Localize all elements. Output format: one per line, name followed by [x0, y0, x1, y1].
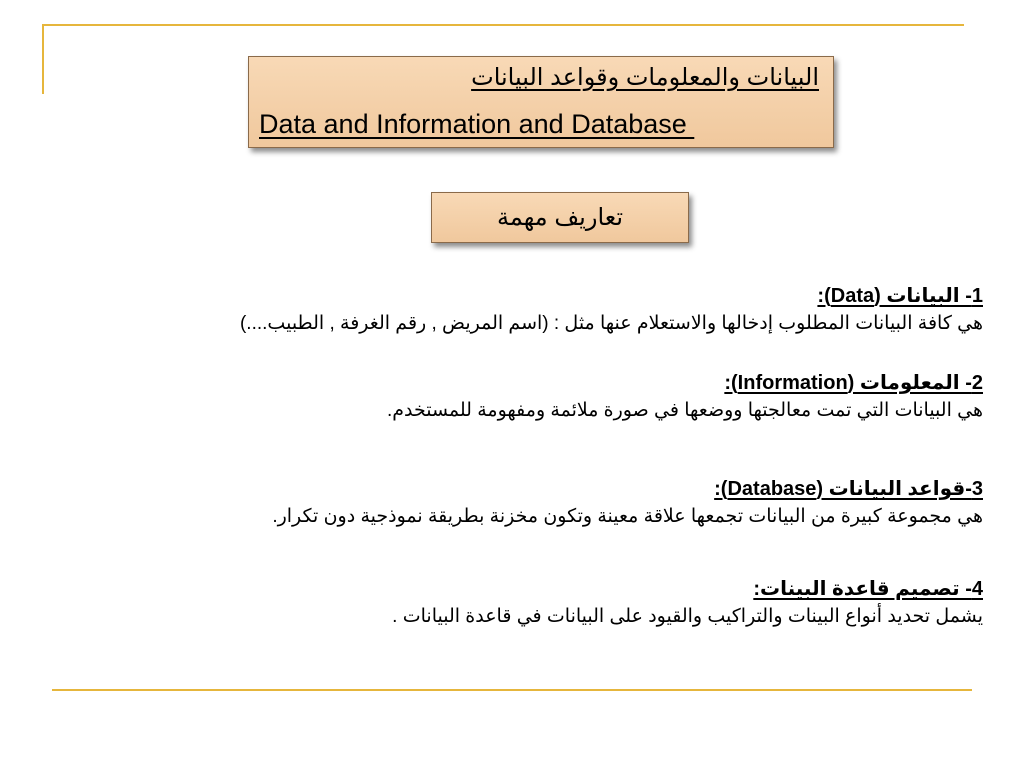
section-body: هي البيانات التي تمت معالجتها ووضعها في صورة ملائمة ومفهومة للمستخدم. [386, 400, 983, 421]
section-database [83, 476, 983, 528]
section-heading: 1- البيانات (Data): [817, 285, 983, 307]
section-body: هي مجموعة كبيرة من البيانات تجمعها علاقة معينة وتكون مخزنة بطريقة نموذجية دون تكرار. [272, 506, 983, 527]
subtitle-box [431, 192, 689, 243]
section-heading: 2- المعلومات (Information): [724, 372, 983, 394]
title-english: Data and Information and Database [259, 109, 695, 139]
section-heading: 3-قواعد البيانات (Database): [714, 478, 983, 500]
section-database-design [83, 576, 983, 628]
section-heading: 4- تصميم قاعدة البينات: [753, 578, 983, 600]
section-information [83, 370, 983, 422]
subtitle-label: تعاريف مهمة [497, 204, 624, 231]
left-rule [42, 24, 44, 94]
section-data [83, 283, 983, 335]
title-box [248, 56, 834, 148]
bottom-rule [52, 689, 972, 691]
section-body: هي كافة البيانات المطلوب إدخالها والاستعلام عنها مثل : (اسم المريض , رقم الغرفة , الطبيب....) [239, 313, 983, 334]
title-arabic: البيانات والمعلومات وقواعد البيانات [471, 64, 819, 91]
top-rule [42, 24, 964, 26]
section-body: يشمل تحديد أنواع البينات والتراكيب والقيود على البيانات في قاعدة البيانات . [392, 606, 983, 627]
